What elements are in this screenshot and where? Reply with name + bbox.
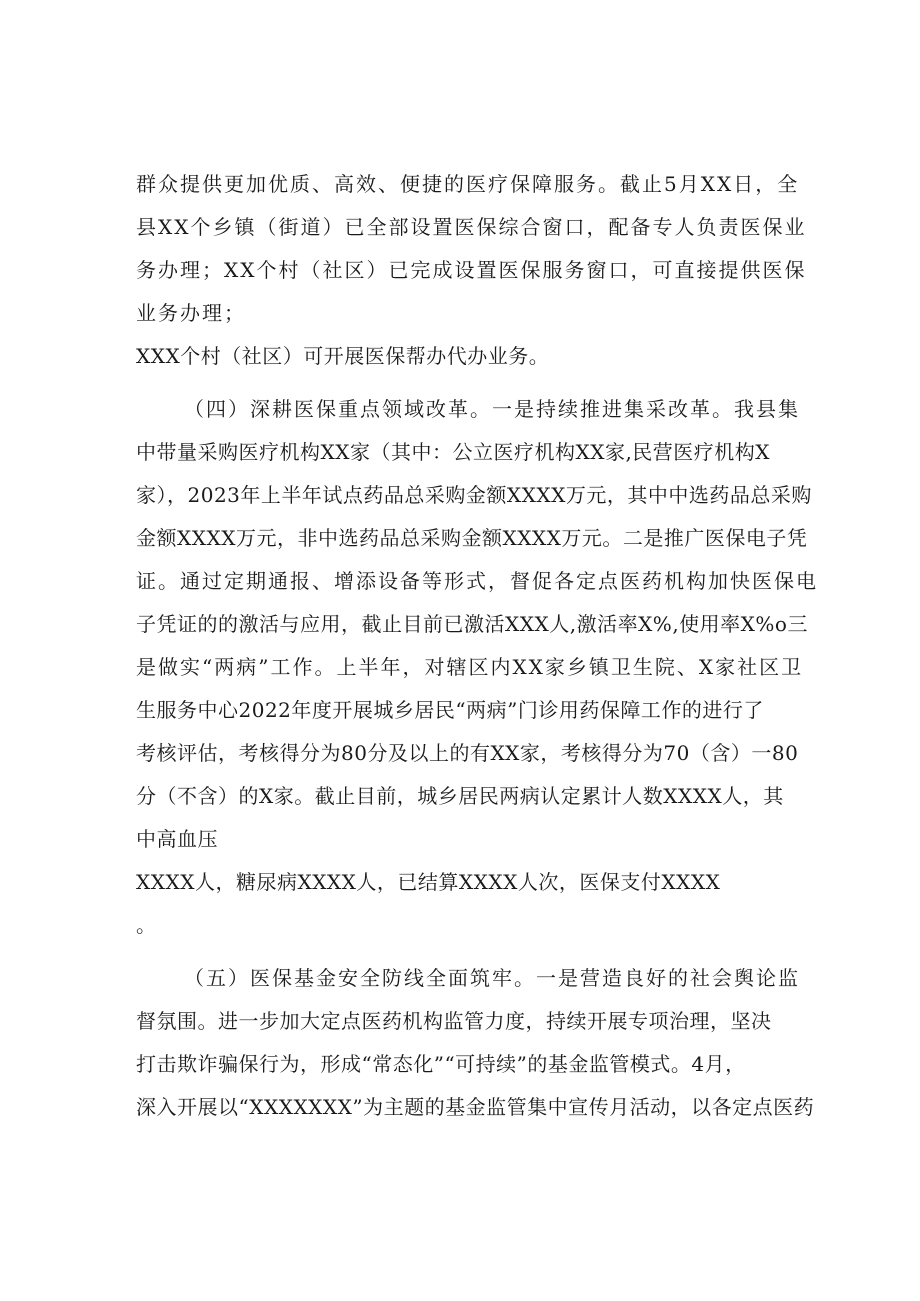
paragraph-line: 务办理；XX个村（社区）已完成设置医保服务窗口，可直接提供医保: [136, 258, 807, 282]
paragraph-line: 督氛围。进一步加大定点医药机构监管力度，持续开展专项治理，坚决: [136, 1009, 772, 1033]
paragraph-line: 证。通过定期通报、增添设备等形式，督促各定点医药机构加快医保电: [136, 569, 818, 593]
paragraph-line: 分（不含）的X家。截止目前，城乡居民两病认定累计人数XXXX人，其: [136, 784, 784, 808]
section-five-heading-line: （五）医保基金安全防线全面筑牢。一是营造良好的社会舆论监: [184, 966, 800, 990]
paragraph-line: 家），2023年上半年试点药品总采购金额XXXX万元，其中中选药品总采购: [136, 483, 812, 507]
paragraph-line: 是做实“两病”工作。上半年，对辖区内XX家乡镇卫生院、X家社区卫: [136, 655, 804, 679]
paragraph-line: XXXX人，糖尿病XXXX人，已结算XXXX人次，医保支付XXXX: [136, 870, 721, 894]
paragraph-line: 群众提供更加优质、高效、便捷的医疗保障服务。截止5月XX日，全: [136, 172, 800, 196]
paragraph-line: 打击欺诈骗保行为，形成“常态化”“可持续”的基金监管模式。4月，: [136, 1052, 746, 1076]
paragraph-line: 深入开展以“XXXXXXX”为主题的基金监管集中宣传月活动，以各定点医药: [136, 1095, 815, 1119]
paragraph-line: XXX个村（社区）可开展医保帮办代办业务。: [136, 344, 550, 368]
paragraph-line: 。: [136, 913, 157, 937]
section-four-heading-line: （四）深耕医保重点领域改革。一是持续推进集采改革。我县集: [184, 397, 800, 421]
paragraph-line: 考核评估，考核得分为80分及以上的有XX家，考核得分为70（含）一80: [136, 741, 799, 765]
paragraph-line: 业务办理；: [136, 301, 246, 325]
paragraph-line: 县XX个乡镇（街道）已全部设置医保综合窗口，配备专人负责医保业: [136, 215, 807, 239]
paragraph-line: 中高血压: [136, 827, 218, 851]
paragraph-line: 生服务中心2022年度开展城乡居民“两病”门诊用药保障工作的进行了: [136, 698, 764, 722]
paragraph-line: 中带量采购医疗机构XX家（其中：公立医疗机构XX家,民营医疗机构X: [136, 440, 771, 464]
paragraph-line: 子凭证的的激活与应用，截止目前已激活XXX人,激活率X%,使用率X%o三: [136, 612, 808, 636]
paragraph-line: 金额XXXX万元，非中选药品总采购金额XXXX万元。二是推广医保电子凭: [136, 526, 808, 550]
